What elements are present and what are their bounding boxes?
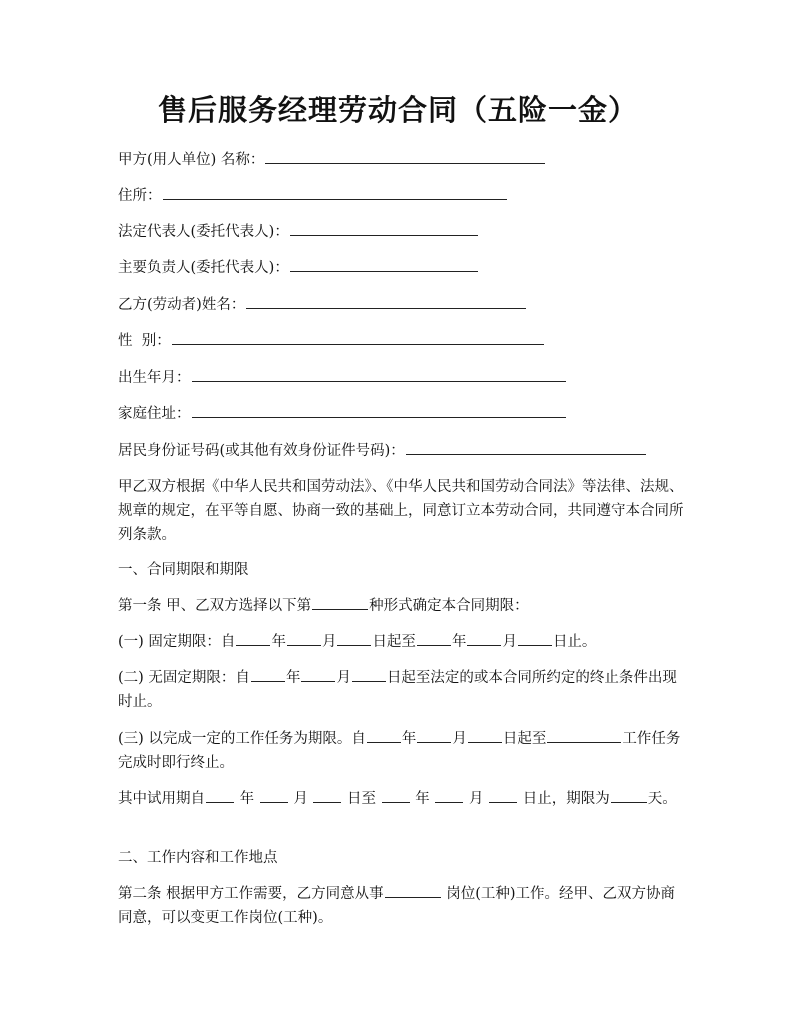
- probation-month-text: 月: [293, 791, 308, 807]
- probation-days-blank[interactable]: [611, 787, 647, 803]
- preamble-paragraph: 甲乙双方根据《中华人民共和国劳动法》、《中华人民共和国劳动合同法》等法律、法规、规章的规定，在平等自愿、协商一致的基础上，同意订立本劳动合同，共同遵守本合同所列条款。: [118, 479, 684, 543]
- party-b-name-row: [118, 293, 688, 317]
- task-year-blank[interactable]: [367, 727, 401, 743]
- task-day-blank[interactable]: [468, 727, 502, 743]
- probation-to-month-blank[interactable]: [435, 787, 463, 803]
- probation-from-year-blank[interactable]: [206, 787, 234, 803]
- probation-year2-text: 年: [415, 791, 430, 807]
- open-term-label: (二) 无固定期限：自: [118, 670, 250, 686]
- fixed-to-month-blank[interactable]: [467, 630, 501, 646]
- legal-rep-row: [118, 220, 688, 244]
- open-day-blank[interactable]: [352, 666, 386, 682]
- contract-title: 售后服务经理劳动合同（五险一金）: [157, 93, 638, 127]
- party-a-name-row: [118, 148, 688, 172]
- task-from-text: 日起至: [502, 731, 547, 747]
- id-number-blank[interactable]: [406, 439, 646, 455]
- probation-from-day-blank[interactable]: [313, 787, 341, 803]
- open-rest-text: 日起至法定的或本合同所约定的终止条件出现时止。: [118, 670, 677, 710]
- gender-label: 性 别：: [118, 333, 171, 349]
- open-month-blank[interactable]: [301, 666, 335, 682]
- probation-month2-text: 月: [468, 791, 484, 807]
- probation-end-text: 日止，期限为: [522, 791, 610, 807]
- fixed-year-text: 年: [271, 634, 286, 650]
- section2-heading: 二、工作内容和工作地点: [118, 850, 278, 866]
- probation-rest-text: 天。: [647, 791, 677, 807]
- article2-position-blank[interactable]: [385, 882, 441, 898]
- fixed-term-row: [118, 630, 688, 654]
- article1-pre: 第一条 甲、乙双方选择以下第: [118, 598, 312, 614]
- probation-label: 其中试用期自: [118, 791, 205, 807]
- article1-form-blank[interactable]: [312, 594, 368, 610]
- birth-blank[interactable]: [192, 366, 566, 382]
- id-number-row: [118, 439, 688, 463]
- principal-label: 主要负责人(委托代表人)：: [118, 260, 289, 276]
- home-address-blank[interactable]: [192, 402, 566, 418]
- gender-blank[interactable]: [172, 329, 544, 345]
- id-number-label: 居民身份证号码(或其他有效身份证件号码)：: [118, 443, 405, 459]
- article1-post: 种形式确定本合同期限：: [369, 598, 529, 614]
- probation-to-year-blank[interactable]: [382, 787, 410, 803]
- fixed-to-year-blank[interactable]: [417, 630, 451, 646]
- party-a-name-label: 甲方(用人单位) 名称：: [118, 152, 265, 168]
- fixed-year2-text: 年: [451, 634, 467, 650]
- principal-blank[interactable]: [290, 256, 478, 272]
- open-year-text: 年: [285, 670, 301, 686]
- fixed-from-month-blank[interactable]: [287, 630, 321, 646]
- article2-row: [118, 882, 688, 930]
- home-address-label: 家庭住址：: [118, 406, 191, 422]
- fixed-from-text: 日起至: [372, 634, 416, 650]
- task-year-text: 年: [401, 731, 417, 747]
- principal-row: [118, 256, 688, 280]
- article2-post: 岗位(工种)工作。经甲、乙双方协商同意，可以变更工作岗位(工种)。: [118, 886, 676, 926]
- fixed-from-year-blank[interactable]: [236, 630, 270, 646]
- open-month-text: 月: [336, 670, 351, 686]
- home-address-row: [118, 402, 688, 426]
- probation-from-month-blank[interactable]: [260, 787, 288, 803]
- party-b-name-blank[interactable]: [246, 293, 526, 309]
- fixed-term-label: (一) 固定期限：自: [118, 634, 236, 650]
- fixed-month2-text: 月: [502, 634, 517, 650]
- party-a-address-blank[interactable]: [163, 184, 507, 200]
- article1-row: [118, 594, 688, 618]
- fixed-to-day-blank[interactable]: [518, 630, 552, 646]
- probation-to-text: 日至: [347, 791, 377, 807]
- article2-pre: 第二条 根据甲方工作需要，乙方同意从事: [118, 886, 384, 902]
- probation-year-text: 年: [239, 791, 255, 807]
- task-rest-text: 工作任务完成时即行终止。: [118, 731, 681, 771]
- legal-rep-blank[interactable]: [290, 220, 478, 236]
- task-month-blank[interactable]: [417, 727, 451, 743]
- probation-to-day-blank[interactable]: [489, 787, 517, 803]
- task-end-blank[interactable]: [547, 727, 621, 743]
- open-year-blank[interactable]: [251, 666, 285, 682]
- birth-row: [118, 366, 688, 390]
- birth-label: 出生年月：: [118, 370, 191, 386]
- section1-heading: 一、合同期限和期限: [118, 562, 249, 578]
- fixed-month-text: 月: [321, 634, 337, 650]
- fixed-from-day-blank[interactable]: [337, 630, 371, 646]
- task-term-row: [118, 727, 688, 775]
- open-term-row: [118, 666, 688, 714]
- party-a-address-row: [118, 184, 688, 208]
- fixed-end-text: 日止。: [552, 634, 597, 650]
- party-a-address-label: 住所：: [118, 188, 162, 204]
- legal-rep-label: 法定代表人(委托代表人)：: [118, 224, 289, 240]
- task-term-label: (三) 以完成一定的工作任务为期限。自: [118, 731, 366, 747]
- probation-row: [118, 787, 688, 811]
- party-b-name-label: 乙方(劳动者)姓名：: [118, 297, 246, 313]
- gender-row: [118, 329, 688, 353]
- party-a-name-blank[interactable]: [265, 148, 545, 164]
- task-month-text: 月: [452, 731, 467, 747]
